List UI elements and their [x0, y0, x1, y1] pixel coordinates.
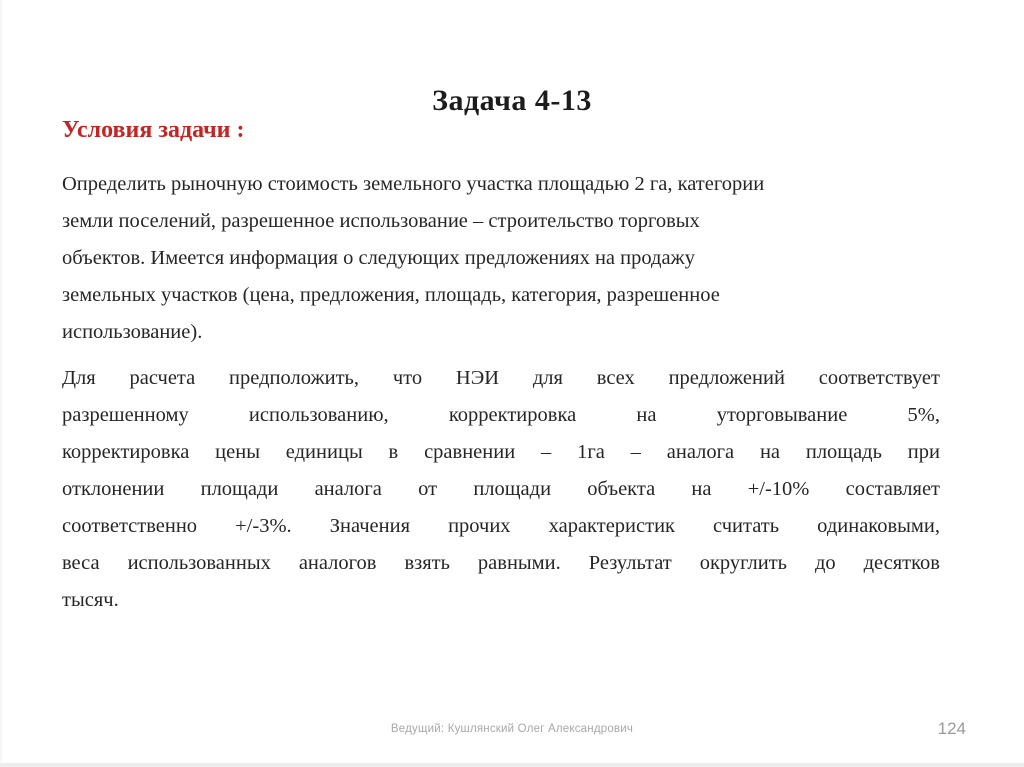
paragraph1-line: использование). [62, 321, 203, 343]
paragraph2-line: веса использованных аналогов взять равными. Результат округлить до десятков [62, 552, 940, 574]
calculation-assumptions-paragraph [62, 360, 940, 619]
paragraph1-line: Определить рыночную стоимость земельного участка площадью 2 га, категории [62, 173, 765, 195]
paragraph2-line: разрешенному использованию, корректировка на уторговывание 5%, [62, 404, 940, 426]
paragraph2-line: корректировка цены единицы в сравнении – 1га – аналога на площадь при [62, 441, 940, 463]
paragraph2-line: Для расчета предположить, что НЭИ для всех предложений соответствует [62, 367, 940, 389]
paragraph1-line: объектов. Имеется информация о следующих предложениях на продажу [62, 247, 695, 269]
paragraph2-line: отклонении площади аналога от площади объекта на +/-10% составляет [62, 478, 940, 500]
paragraph1-line: земельных участков (цена, предложения, площадь, категория, разрешенное [62, 284, 720, 306]
footer-presenter-label: Ведущий: Кушлянский Олег Александрович [390, 723, 634, 735]
paragraph2-line: соответственно +/-3%. Значения прочих характеристик считать одинаковыми, [62, 515, 940, 537]
paragraph1-line: земли поселений, разрешенное использование – строительство торговых [62, 210, 700, 232]
slide-title: Задача 4-13 [432, 84, 592, 118]
problem-statement-paragraph [62, 166, 940, 351]
slide-page-number: 124 [937, 719, 966, 738]
paragraph2-line: тысяч. [62, 589, 119, 611]
conditions-heading: Условия задачи : [62, 117, 245, 143]
slide-bottom-edge-divider [0, 763, 1024, 767]
